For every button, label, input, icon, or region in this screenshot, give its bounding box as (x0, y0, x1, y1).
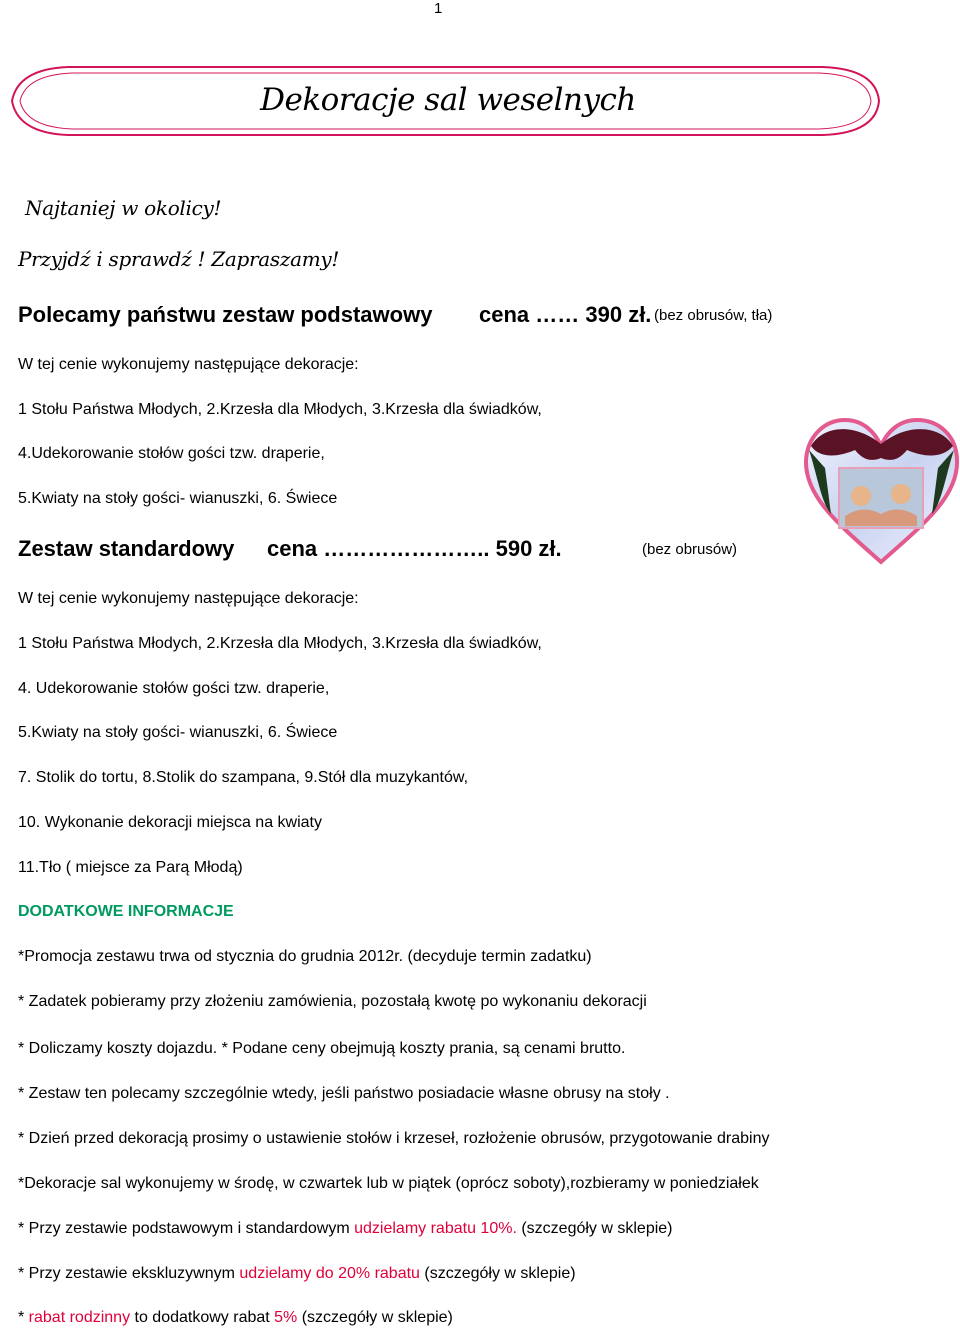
rabat-text: (szczegóły w sklepie) (516, 1220, 673, 1237)
slogan-1: Najtaniej w okolicy! (25, 196, 222, 220)
basic-note: (bez obrusów, tła) (654, 307, 773, 324)
rabat-highlight: 5% (274, 1309, 298, 1326)
rabat-highlight: rabat rodzinny (28, 1309, 131, 1326)
rabat-line-1 (18, 1220, 673, 1238)
standard-item: 7. Stolik do tortu, 8.Stolik do szampana, 9.Stół dla muzykantów, (18, 769, 469, 786)
standard-note: (bez obrusów) (642, 541, 738, 558)
standard-item: 1 Stołu Państwa Młodych, 2.Krzesła dla Młodych, 3.Krzesła dla świadków, (18, 635, 542, 652)
rabat-line-2 (18, 1265, 576, 1283)
basic-item: 4.Udekorowanie stołów gości tzw. draperie, (18, 445, 325, 462)
info-line: * Dzień przed dekoracją prosimy o ustawienie stołów i krzeseł, rozłożenie obrusów, przygotowanie drabiny (18, 1130, 770, 1147)
slogan-2: Przyjdź i sprawdź ! Zapraszamy! (18, 247, 340, 271)
standard-item: 4. Udekorowanie stołów gości tzw. draperie, (18, 680, 330, 697)
standard-item: 5.Kwiaty na stoły gości- wianuszki, 6. Świece (18, 724, 338, 741)
heart-angels-image (803, 416, 960, 566)
standard-price: cena ………………….. 590 zł. (267, 536, 562, 561)
extra-heading: DODATKOWE INFORMACJE (18, 903, 234, 920)
basic-intro: W tej cenie wykonujemy następujące dekoracje: (18, 356, 359, 373)
rabat-text: * (18, 1309, 29, 1326)
standard-item: 11.Tło ( miejsce za Parą Młodą) (18, 859, 243, 876)
rabat-line-3 (18, 1309, 453, 1327)
rabat-text: to dodatkowy rabat (130, 1309, 275, 1326)
page-title: Dekoracje sal weselnych (260, 82, 636, 118)
basic-price: cena …… 390 zł. (479, 302, 652, 327)
rabat-text: (szczegóły w sklepie) (419, 1265, 576, 1282)
rabat-text: * Przy zestawie podstawowym i standardowym (18, 1220, 355, 1237)
info-line: *Dekoracje sal wykonujemy w środę, w czwartek lub w piątek (oprócz soboty),rozbieramy w poniedziałek (18, 1175, 759, 1192)
standard-intro: W tej cenie wykonujemy następujące dekoracje: (18, 590, 359, 607)
page-number: 1 (434, 0, 443, 17)
info-line: * Zadatek pobieramy przy złożeniu zamówienia, pozostałą kwotę po wykonaniu dekoracji (18, 993, 647, 1010)
rabat-text: (szczegóły w sklepie) (297, 1309, 453, 1326)
basic-heading: Polecamy państwu zestaw podstawowy (18, 302, 433, 327)
basic-item: 5.Kwiaty na stoły gości- wianuszki, 6. Świece (18, 490, 338, 507)
rabat-highlight: udzielamy do 20% rabatu (239, 1265, 420, 1282)
basic-item: 1 Stołu Państwa Młodych, 2.Krzesła dla Młodych, 3.Krzesła dla świadków, (18, 401, 542, 418)
info-line: *Promocja zestawu trwa od stycznia do grudnia 2012r. (decyduje termin zadatku) (18, 948, 592, 965)
standard-heading: Zestaw standardowy (18, 536, 235, 561)
rabat-text: * Przy zestawie ekskluzywnym (18, 1265, 240, 1282)
info-line: * Zestaw ten polecamy szczególnie wtedy, jeśli państwo posiadacie własne obrusy na stoły . (18, 1085, 670, 1102)
info-line: * Doliczamy koszty dojazdu. * Podane ceny obejmują koszty prania, są cenami brutto. (18, 1040, 626, 1057)
rabat-highlight: udzielamy rabatu 10%. (354, 1220, 517, 1237)
standard-item: 10. Wykonanie dekoracji miejsca na kwiaty (18, 814, 322, 831)
